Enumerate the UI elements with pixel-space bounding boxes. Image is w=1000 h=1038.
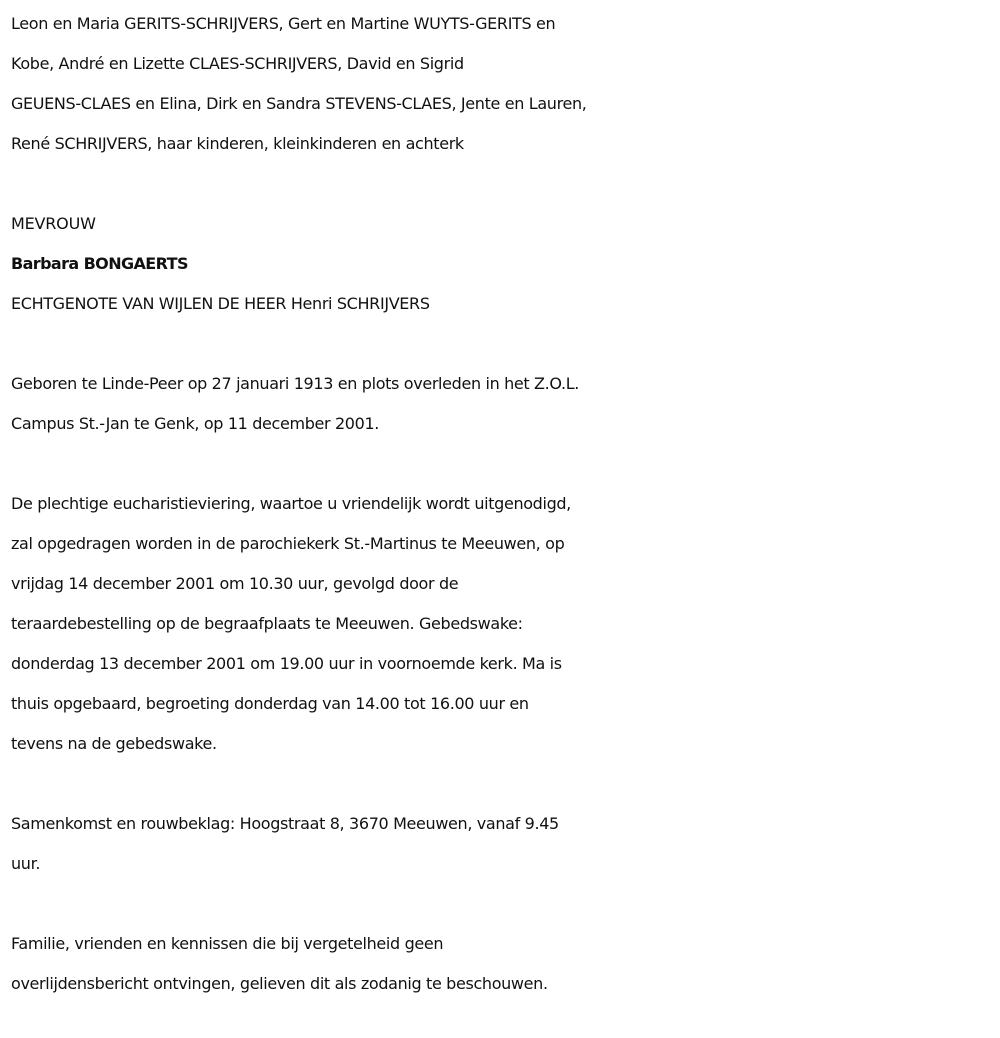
paragraph-spacer [11,324,996,364]
ceremony-line: vrijdag 14 december 2001 om 10.30 uur, gevolgd door de [11,574,459,593]
paragraph-spacer [11,164,996,204]
ceremony-line: teraardebestelling op de begraafplaats te Meeuwen. Gebedswake: [11,614,523,633]
deceased-name: Barbara BONGAERTS [11,254,188,273]
deceased-block [11,204,996,324]
family-line: GEUENS-CLAES en Elina, Dirk en Sandra STEVENS-CLAES, Jente en Lauren, [11,94,587,113]
ceremony-line: donderdag 13 december 2001 om 19.00 uur in voornoemde kerk. Ma is [11,654,562,673]
ceremony-paragraph [11,484,996,764]
gathering-line: Samenkomst en rouwbeklag: Hoogstraat 8, 3670 Meeuwen, vanaf 9.45 [11,814,559,833]
gathering-line: uur. [11,854,41,873]
paragraph-spacer [11,884,996,924]
paragraph-spacer [11,444,996,484]
ceremony-line: De plechtige eucharistieviering, waartoe u vriendelijk wordt uitgenodigd, [11,494,571,513]
birth-death-line: Geboren te Linde-Peer op 27 januari 1913 en plots overleden in het Z.O.L. [11,374,580,393]
salutation: MEVROUW [11,214,96,233]
notice-paragraph [11,924,996,1004]
birth-death-paragraph [11,364,996,444]
gathering-paragraph [11,804,996,884]
paragraph-spacer [11,764,996,804]
deceased-relation: ECHTGENOTE VAN WIJLEN DE HEER Henri SCHRIJVERS [11,294,430,313]
family-paragraph [11,4,996,164]
family-line: René SCHRIJVERS, haar kinderen, kleinkinderen en achterk [11,134,464,153]
birth-death-line: Campus St.-Jan te Genk, op 11 december 2001. [11,414,380,433]
ceremony-line: zal opgedragen worden in de parochiekerk St.-Martinus te Meeuwen, op [11,534,565,553]
ceremony-line: tevens na de gebedswake. [11,734,217,753]
notice-line: Familie, vrienden en kennissen die bij vergetelheid geen [11,934,444,953]
family-line: Leon en Maria GERITS-SCHRIJVERS, Gert en Martine WUYTS-GERITS en [11,14,556,33]
obituary-document [11,4,996,1004]
ceremony-line: thuis opgebaard, begroeting donderdag van 14.00 tot 16.00 uur en [11,694,529,713]
notice-line: overlijdensbericht ontvingen, gelieven dit als zodanig te beschouwen. [11,974,548,993]
family-line: Kobe, André en Lizette CLAES-SCHRIJVERS, David en Sigrid [11,54,464,73]
